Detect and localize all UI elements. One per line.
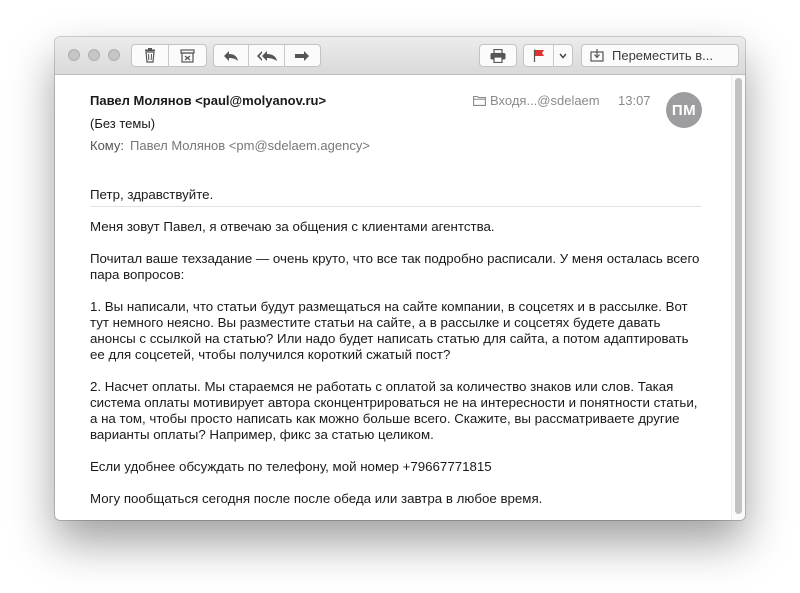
move-to-button[interactable] bbox=[581, 44, 739, 67]
delete-button[interactable] bbox=[132, 45, 169, 66]
flag-menu-button[interactable] bbox=[554, 45, 572, 66]
move-to-mailbox-icon bbox=[590, 49, 604, 62]
body-paragraph: Почитал ваше техзадание — очень круто, что все так подробно расписали. У меня осталась всего пара вопросов: bbox=[90, 251, 700, 282]
reply-group bbox=[213, 44, 321, 67]
mailbox-label[interactable] bbox=[473, 93, 600, 108]
chevron-down-icon bbox=[559, 53, 567, 59]
body-paragraph: Если удобнее обсуждать по телефону, мой номер +79667771815 bbox=[90, 459, 492, 474]
archive-button[interactable] bbox=[169, 45, 206, 66]
sender[interactable]: Павел Молянов <paul@molyanov.ru> bbox=[90, 93, 327, 108]
scrollbar[interactable] bbox=[731, 75, 745, 520]
minimize-window-button[interactable] bbox=[88, 49, 100, 61]
to-label: Кому: bbox=[90, 138, 124, 153]
zoom-window-button[interactable] bbox=[108, 49, 120, 61]
subject: (Без темы) bbox=[90, 116, 156, 131]
mail-window bbox=[55, 37, 745, 520]
folder-icon bbox=[473, 95, 486, 106]
message-body bbox=[90, 187, 705, 520]
toolbar bbox=[55, 37, 745, 75]
move-to-label: Переместить в... bbox=[612, 48, 713, 63]
trash-icon bbox=[143, 48, 157, 63]
flag-group bbox=[523, 44, 573, 67]
body-paragraph: Меня зовут Павел, я отвечаю за общения с клиентами агентства. bbox=[90, 219, 495, 234]
print-button[interactable] bbox=[480, 45, 516, 66]
body-paragraph: Петр, здравствуйте. bbox=[90, 187, 214, 202]
print-icon bbox=[490, 49, 506, 63]
scroll-thumb[interactable] bbox=[735, 78, 742, 514]
reply-all-icon bbox=[256, 50, 278, 62]
delete-archive-group bbox=[131, 44, 207, 67]
flag-button[interactable] bbox=[524, 45, 554, 66]
message-time: 13:07 bbox=[618, 93, 651, 108]
recipient-row bbox=[90, 138, 370, 153]
forward-icon bbox=[294, 50, 310, 62]
body-paragraph: Могу пообщаться сегодня после после обеда или завтра в любое время. bbox=[90, 491, 543, 506]
body-paragraph: 2. Насчет оплаты. Мы стараемся не работать с оплатой за количество знаков или слов. Такая система оплаты мотивирует автора сконцентрироваться не на интересности и понятности статьи, а на том, чтобы просто написать как можно больше всего. Скажите, вы рассматриваете другие варианты оплаты? Например, фикс за статью целиком. bbox=[90, 379, 698, 442]
close-window-button[interactable] bbox=[68, 49, 80, 61]
archive-icon bbox=[180, 49, 195, 63]
mailbox-name: Входя...@sdelaem bbox=[490, 93, 600, 108]
reply-all-button[interactable] bbox=[249, 45, 284, 66]
reply-icon bbox=[223, 50, 239, 62]
avatar: ПМ bbox=[666, 92, 702, 128]
print-group bbox=[479, 44, 517, 67]
body-paragraph: 1. Вы написали, что статьи будут размещаться на сайте компании, в соцсетях и в рассылке. Вот тут немного неясно. Вы разместите статьи на сайте, а в рассылке и соцсетях будете давать анонсы с ссылкой на статью? Или надо будет написать статью для сайта, а потом адаптировать ее для соцсетей, чтобы получился короткий сжатый пост? bbox=[90, 299, 689, 362]
forward-button[interactable] bbox=[285, 45, 320, 66]
flag-icon bbox=[533, 49, 545, 62]
recipient[interactable]: Павел Молянов <pm@sdelaem.agency> bbox=[130, 138, 370, 153]
reply-button[interactable] bbox=[214, 45, 249, 66]
